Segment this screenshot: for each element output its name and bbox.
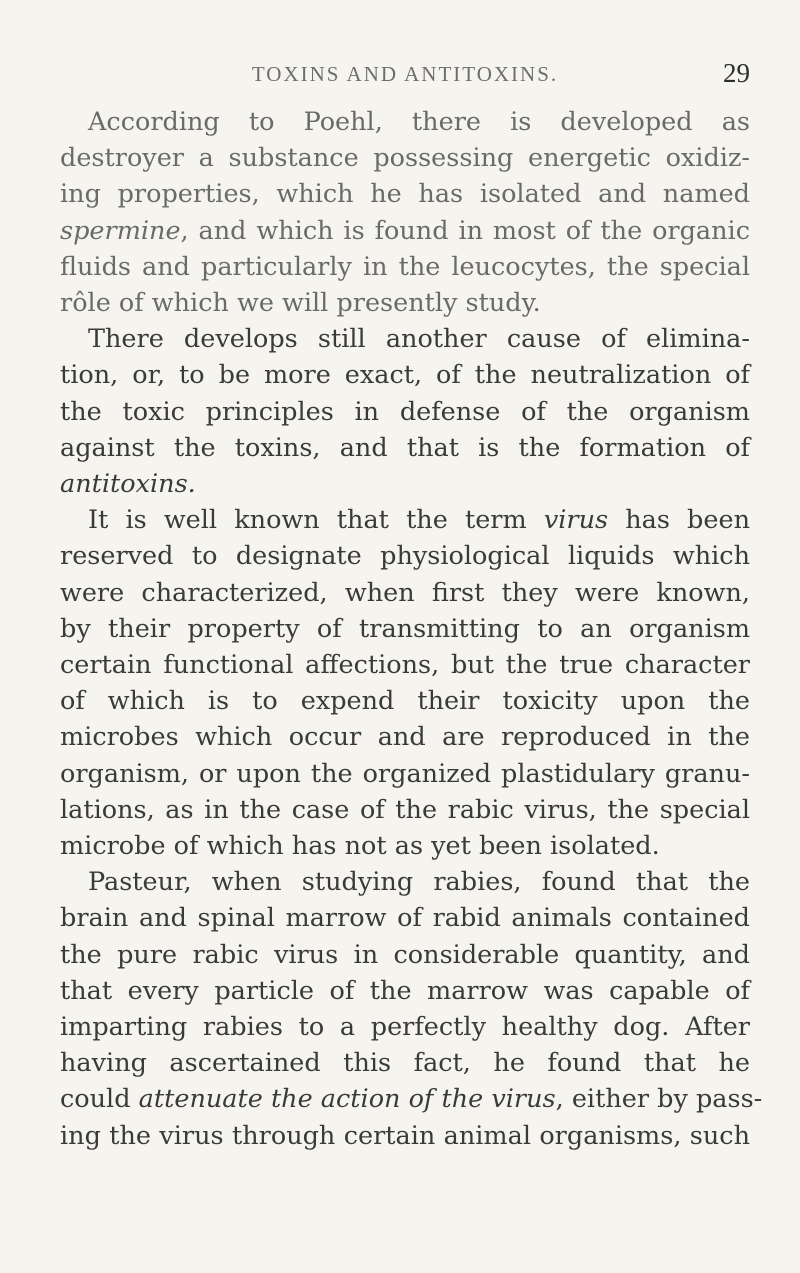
text-line: imparting rabies to a perfectly healthy dog. After [60, 1012, 750, 1043]
page-number: 29 [723, 58, 750, 88]
text-line: the pure rabic virus in considerable quantity, and [60, 939, 750, 970]
text-line: ing the virus through certain animal organisms, such [60, 1120, 750, 1151]
text-run: has been [608, 505, 750, 536]
text-line: the toxic principles in defense of the organism [60, 396, 750, 427]
body-text [60, 104, 763, 1154]
text-line: There develops still another cause of elimina- [88, 324, 750, 355]
text-line: reserved to designate physiological liquids which [60, 541, 750, 572]
text-line: were characterized, when first they were known, [60, 577, 750, 608]
text-line: lations, as in the case of the rabic virus, the special [60, 794, 750, 825]
text-line: brain and spinal marrow of rabid animals contained [60, 903, 750, 934]
text-line: Pasteur, when studying rabies, found that the [88, 867, 750, 898]
text-line [60, 466, 750, 502]
text-run: could [60, 1084, 139, 1115]
text-run: It is well known that the term [88, 505, 544, 536]
text-line: having ascertained this fact, he found that he [60, 1048, 750, 1079]
italic-term: spermine [60, 215, 181, 246]
text-line: against the toxins, and that is the formation of [60, 432, 750, 463]
text-line: by their property of transmitting to an organism [60, 613, 750, 644]
text-line: that every particle of the marrow was capable of [60, 975, 750, 1006]
text-line: tion, or, to be more exact, of the neutralization of [60, 360, 750, 391]
text-line [60, 502, 750, 538]
book-page [60, 58, 763, 1154]
text-run: , either by pass- [555, 1084, 763, 1115]
text-line: fluids and particularly in the leucocytes, the special [60, 251, 750, 282]
italic-term: virus [543, 505, 609, 536]
text-line [60, 1081, 763, 1117]
paragraph-pasteur [60, 864, 763, 1154]
paragraph-virus [60, 502, 750, 864]
text-line [60, 213, 750, 249]
text-line: microbes which occur and are reproduced in the [60, 722, 750, 753]
text-line: microbe of which has not as yet been isolated. [60, 831, 660, 862]
running-header [60, 58, 750, 104]
text-line: certain functional affections, but the true character [60, 650, 750, 681]
running-title: TOXINS AND ANTITOXINS. [251, 62, 559, 86]
italic-phrase: attenuate the action of the virus [138, 1084, 556, 1115]
text-line: rôle of which we will presently study. [60, 288, 541, 319]
paragraph-poehl [60, 104, 750, 321]
text-line: organism, or upon the organized plastidulary granu- [60, 758, 750, 789]
italic-term: antitoxins. [60, 469, 196, 500]
text-run: , and which is found in most of the organic [180, 215, 750, 246]
text-line: destroyer a substance possessing energetic oxidiz- [60, 143, 750, 174]
text-line: According to Poehl, there is developed as [88, 107, 750, 137]
text-line: of which is to expend their toxicity upon the [60, 686, 750, 717]
text-line: ing properties, which he has isolated and named [60, 179, 750, 210]
paragraph-antitoxins [60, 321, 750, 502]
